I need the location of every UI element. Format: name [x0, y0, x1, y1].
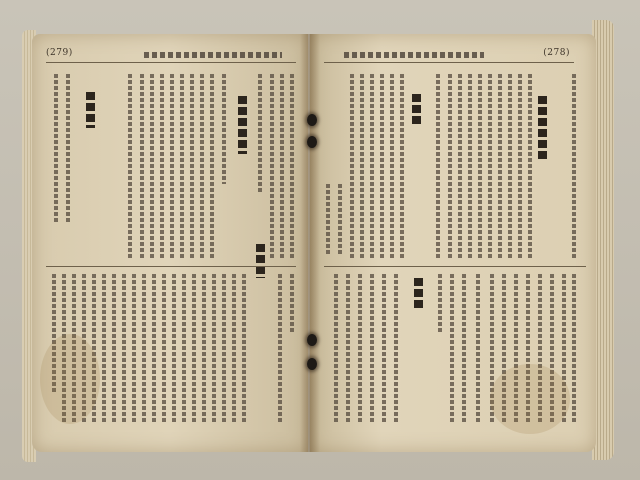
left-text-column [190, 74, 194, 260]
left-page-header [46, 48, 296, 63]
right-text-column [346, 274, 350, 424]
binding-hole [307, 334, 317, 346]
right-text-column [326, 184, 330, 254]
left-running-head [144, 52, 282, 58]
right-section-rule [324, 266, 586, 267]
right-text-column [390, 74, 394, 260]
left-text-column [258, 74, 262, 194]
left-text-column [140, 74, 144, 260]
right-heading-1 [538, 96, 547, 162]
right-text-column [478, 74, 482, 260]
left-text-column [112, 274, 116, 424]
right-page-number: (278) [543, 48, 570, 58]
left-heading-1 [238, 96, 247, 154]
right-text-column [400, 74, 404, 260]
right-text-column [518, 74, 522, 260]
right-text-column [458, 74, 462, 260]
right-text-column [450, 274, 454, 424]
left-section-rule [46, 266, 296, 267]
left-text-column [128, 74, 132, 260]
page-stain [40, 334, 100, 424]
left-text-column [182, 274, 186, 424]
left-text-column [222, 74, 226, 184]
right-text-column [488, 74, 492, 260]
left-text-column [212, 274, 216, 424]
right-heading-2 [412, 94, 421, 124]
right-text-column [334, 274, 338, 424]
right-heading-3 [414, 278, 423, 308]
right-text-column [370, 274, 374, 424]
left-text-column [102, 274, 106, 424]
right-text-column [448, 74, 452, 260]
right-text-column [380, 74, 384, 260]
binding-hole [307, 114, 317, 126]
right-text-column [498, 74, 502, 260]
left-text-column [54, 74, 58, 224]
left-text-column [142, 274, 146, 424]
binding-hole [307, 136, 317, 148]
left-text-column [122, 274, 126, 424]
right-text-column [572, 74, 576, 260]
left-text-column [270, 74, 274, 260]
left-text-column [280, 74, 284, 260]
right-text-column [358, 274, 362, 424]
page-stain [490, 364, 570, 434]
right-text-column [350, 74, 354, 260]
left-text-column [278, 274, 282, 424]
left-text-column [202, 274, 206, 424]
right-text-column [360, 74, 364, 260]
left-text-column [162, 274, 166, 424]
binding-hole [307, 358, 317, 370]
left-text-column [170, 74, 174, 260]
right-text-column [436, 74, 440, 260]
right-text-column [338, 184, 342, 254]
left-page [32, 34, 308, 452]
right-page-header [324, 48, 574, 63]
right-text-column [572, 274, 576, 424]
right-running-head [344, 52, 484, 58]
right-text-column [382, 274, 386, 424]
left-text-column [290, 274, 294, 334]
left-text-column [66, 74, 70, 224]
book-gutter [300, 34, 320, 452]
left-heading-3 [256, 244, 265, 278]
left-text-column [200, 74, 204, 260]
left-text-column [160, 74, 164, 260]
left-text-column [242, 274, 246, 424]
left-text-column [150, 74, 154, 260]
right-text-column [468, 74, 472, 260]
left-text-column [180, 74, 184, 260]
right-text-column [462, 274, 466, 424]
left-text-column [222, 274, 226, 424]
right-text-column [508, 74, 512, 260]
left-text-column [172, 274, 176, 424]
left-text-column [152, 274, 156, 424]
right-text-column [528, 74, 532, 260]
left-text-column [192, 274, 196, 424]
right-text-column [394, 274, 398, 424]
left-text-column [132, 274, 136, 424]
right-page [310, 34, 596, 452]
right-text-column [476, 274, 480, 424]
left-page-number: (279) [46, 48, 73, 58]
right-text-column [370, 74, 374, 260]
left-heading-2 [86, 92, 95, 128]
left-text-column [290, 74, 294, 260]
left-text-column [232, 274, 236, 424]
right-text-column [438, 274, 442, 334]
left-text-column [210, 74, 214, 260]
